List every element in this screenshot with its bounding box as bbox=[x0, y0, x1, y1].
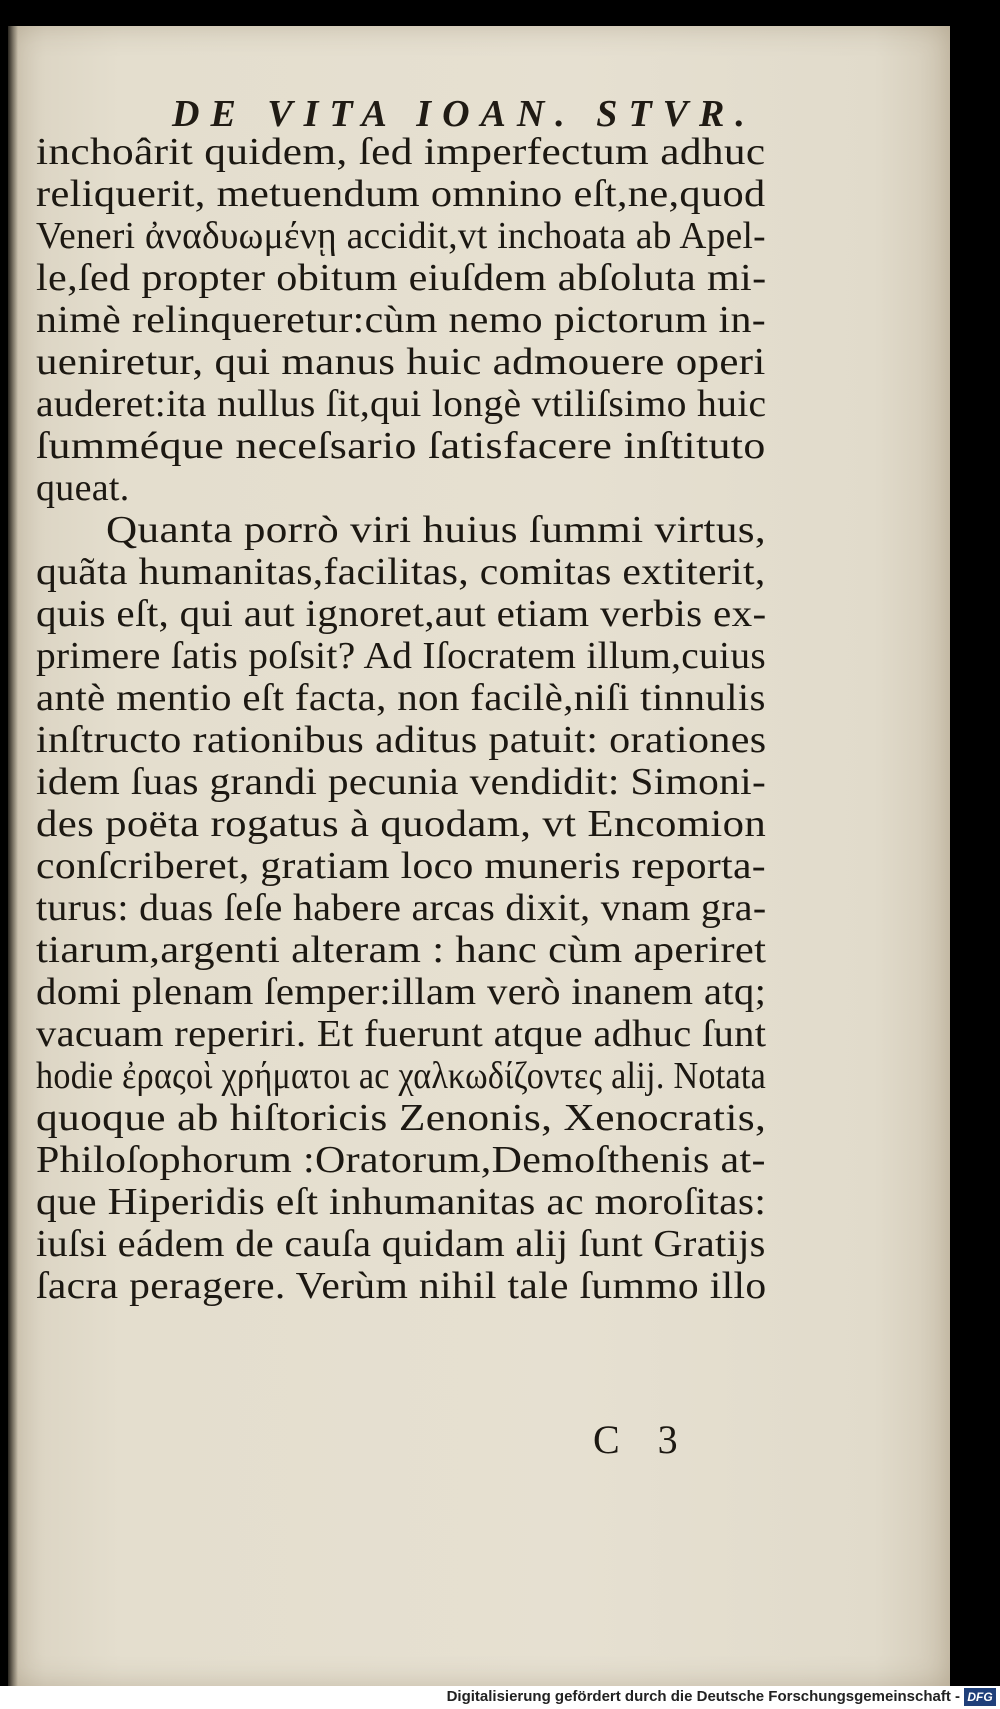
text-line: reliquerit, metuendum omnino eſt,ne,quod bbox=[36, 173, 766, 215]
text-line: Veneri ἀναδυωμένῃ accidit,vt inchoata ab Apel- bbox=[36, 215, 766, 257]
text-line: ueniretur, qui manus huic admouere operi bbox=[36, 341, 766, 383]
text-line: que Hiperidis eſt inhumanitas ac moroſitas: bbox=[36, 1181, 767, 1223]
text-line: vacuam reperiri. Et fuerunt atque adhuc ſunt bbox=[36, 1013, 767, 1055]
text-line: inchoârit quidem, ſed imperfectum adhuc bbox=[36, 131, 766, 173]
text-line: Quanta porrò viri huius ſummi virtus, bbox=[106, 509, 767, 551]
funding-credit: Digitalisierung gefördert durch die Deutsche Forschungsgemeinschaft - bbox=[446, 1688, 960, 1705]
text-line: turus: duas ſeſe habere arcas dixit, vnam gra- bbox=[36, 887, 767, 929]
text-line: quis eſt, qui aut ignoret,aut etiam verbis ex- bbox=[36, 593, 767, 635]
book-page bbox=[8, 26, 950, 1686]
page-gutter-shadow bbox=[8, 26, 18, 1686]
text-line: idem ſuas grandi pecunia vendidit: Simoni- bbox=[36, 761, 767, 803]
text-line: Philoſophorum :Oratorum,Demoſthenis at- bbox=[36, 1139, 766, 1181]
text-line: primere ſatis poſsit? Ad Iſocratem illum,cuius bbox=[36, 635, 766, 677]
text-line: inſtructo rationibus aditus patuit: orationes bbox=[36, 719, 767, 761]
text-line: quãta humanitas,facilitas, comitas extiterit, bbox=[36, 551, 766, 593]
text-line: des poëta rogatus à quodam, vt Encomion bbox=[36, 803, 767, 845]
running-head: DE VITA IOAN. STVR. bbox=[172, 93, 756, 135]
text-line: tiarum,argenti alteram : hanc cùm aperiret bbox=[36, 929, 767, 971]
text-line: auderet:ita nullus ſit,qui longè vtiliſsimo huic bbox=[36, 383, 767, 425]
text-line: conſcriberet, gratiam loco muneris reporta- bbox=[36, 845, 767, 887]
text-line: hodie ἐραςοὶ χρήματοι ac χαλκωδίζοντες alij. Notata bbox=[36, 1055, 767, 1097]
text-line: le,ſed propter obitum eiuſdem abſoluta mi- bbox=[36, 257, 767, 299]
text-line: queat. bbox=[36, 467, 130, 509]
text-line: iuſsi eádem de cauſa quidam alij ſunt Gratijs bbox=[36, 1223, 766, 1265]
text-line: ſacra peragere. Verùm nihil tale ſummo illo bbox=[36, 1265, 767, 1307]
footer-bar bbox=[0, 1686, 1000, 1709]
text-line: quoque ab hiſtoricis Zenonis, Xenocratis, bbox=[36, 1097, 767, 1139]
dfg-logo: DFG bbox=[964, 1688, 996, 1706]
text-line: domi plenam ſemper:illam verò inanem atq; bbox=[36, 971, 767, 1013]
text-line: ſumméque neceſsario ſatisfacere inſtituto bbox=[36, 425, 766, 467]
text-line: antè mentio eſt facta, non facilè,niſi tinnulis bbox=[36, 677, 766, 719]
text-line: nimè relinqueretur:cùm nemo pictorum in- bbox=[36, 299, 767, 341]
signature-mark: C 3 bbox=[593, 1417, 692, 1462]
